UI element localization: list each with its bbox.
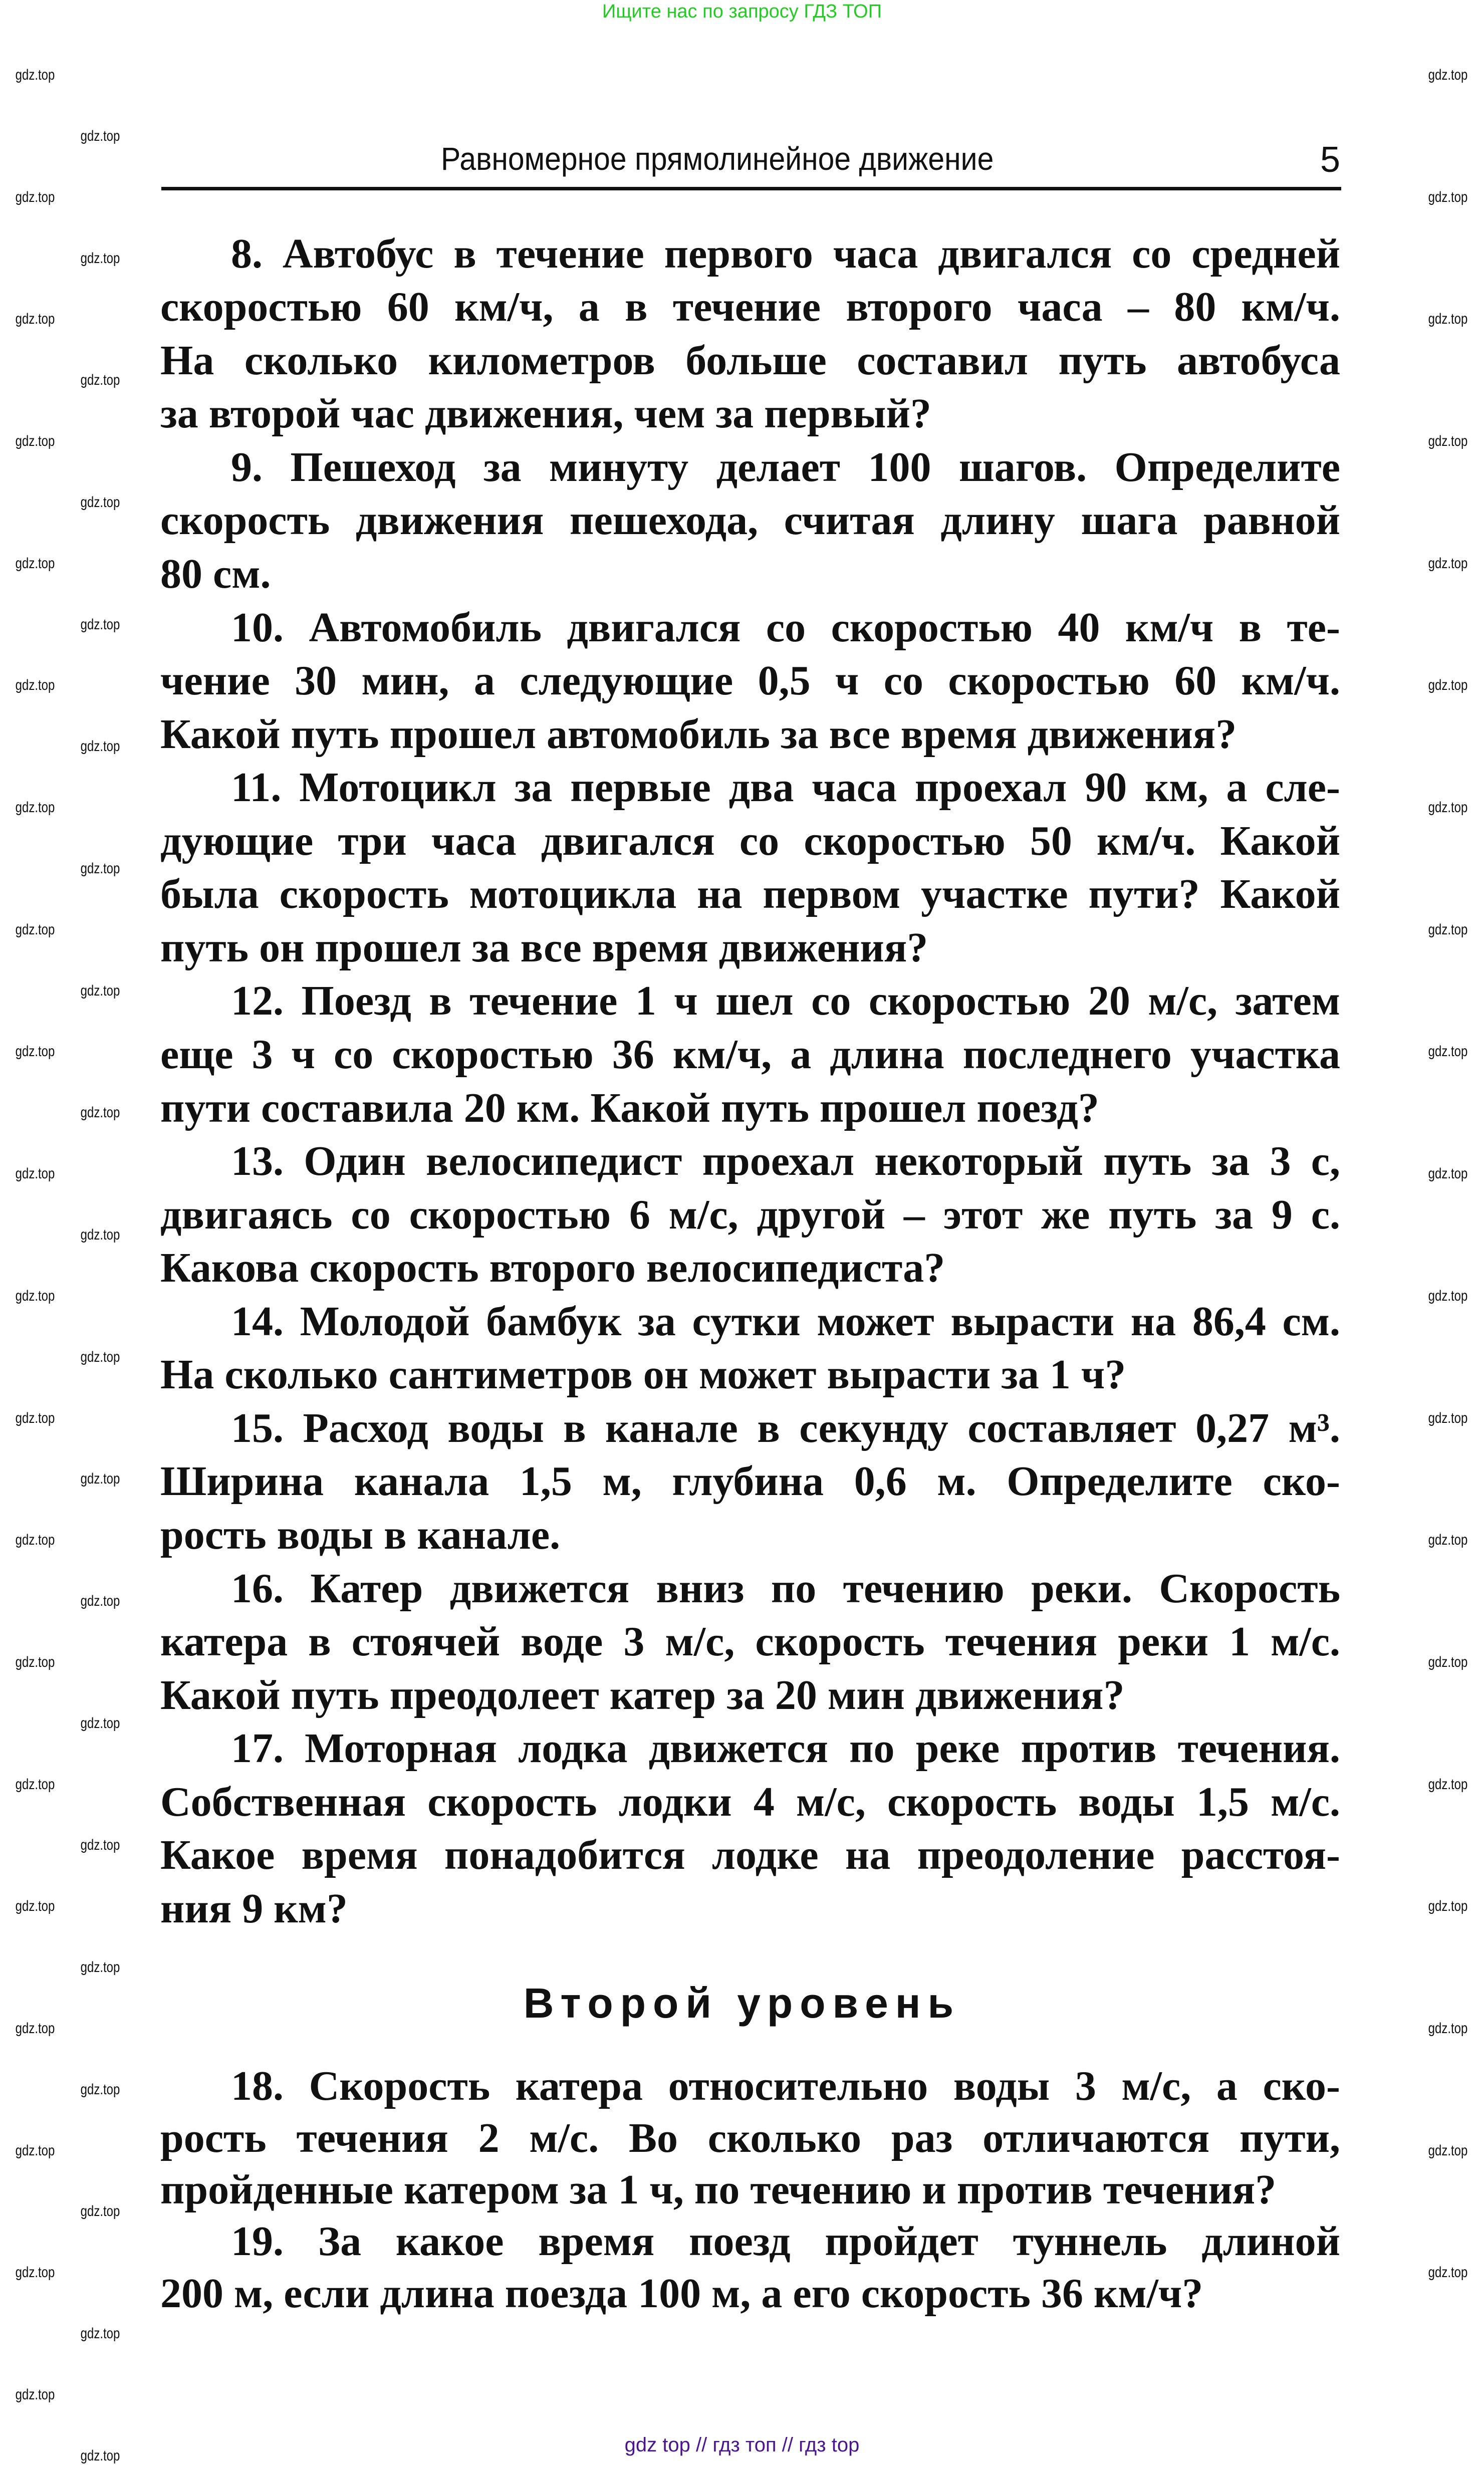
problem-text: 80 см.	[160, 551, 271, 597]
problem-line	[231, 761, 1340, 814]
problem-text: рость течения 2 м/с. Во сколько раз отличаются пути,	[160, 2115, 1340, 2161]
problem-line	[160, 494, 1340, 547]
watermark-text: gdz.top	[80, 494, 120, 511]
problem-number: 8.	[231, 230, 263, 277]
watermark-text: gdz.top	[1428, 311, 1468, 327]
problem-text: На сколько сантиметров он может вырасти за 1 ч?	[160, 1351, 1126, 1398]
watermark-text: gdz.top	[1428, 2264, 1468, 2281]
problem-text: Какой путь прошел автомобиль за все время движения?	[160, 711, 1237, 758]
problem-line	[160, 707, 1340, 761]
problem-line	[231, 1134, 1340, 1188]
watermark-text: gdz.top	[15, 1288, 55, 1304]
problem-text: Моторная лодка движется по реке против течения.	[305, 1725, 1340, 1772]
watermark-text: gdz.top	[1428, 67, 1468, 83]
watermark-text: gdz.top	[1428, 555, 1468, 572]
problem-text: путь он прошел за все время движения?	[160, 924, 928, 971]
problem-text: Молодой бамбук за сутки может вырасти на 86,4 см.	[300, 1298, 1340, 1345]
watermark-text: gdz.top	[15, 2264, 55, 2281]
problem-line	[231, 601, 1340, 654]
footer-links[interactable]: gdz top // гдз топ // гдз top	[624, 2434, 860, 2456]
watermark-text: gdz.top	[80, 738, 120, 755]
problem-text: катера в стоячей воде 3 м/с, скорость течения реки 1 м/с.	[160, 1618, 1340, 1665]
problem-line	[160, 2267, 1340, 2320]
problem-text: ния 9 км?	[160, 1885, 348, 1932]
problem-text: скорость движения пешехода, считая длину шага равной	[160, 497, 1340, 544]
watermark-text: gdz.top	[1428, 433, 1468, 449]
watermark-text: gdz.top	[1428, 1776, 1468, 1793]
problem-number: 10.	[231, 604, 284, 651]
watermark-text: gdz.top	[80, 616, 120, 633]
problem-text: Ширина канала 1,5 м, глубина 0,6 м. Определите ско-	[160, 1458, 1340, 1505]
problem-text: Какой путь преодолеет катер за 20 мин движения?	[160, 1672, 1125, 1718]
watermark-text: gdz.top	[15, 1532, 55, 1548]
problem-line	[231, 440, 1340, 494]
watermark-text: gdz.top	[80, 1837, 120, 1853]
search-hint-link[interactable]: Ищите нас по запросу ГДЗ ТОП	[602, 1, 882, 22]
watermark-text: gdz.top	[15, 67, 55, 83]
problem-line	[231, 974, 1340, 1028]
watermark-text: gdz.top	[15, 1410, 55, 1426]
problem-line	[160, 1188, 1340, 1242]
watermark-text: gdz.top	[15, 2386, 55, 2403]
watermark-text: gdz.top	[1428, 799, 1468, 816]
watermark-text: gdz.top	[15, 1776, 55, 1793]
watermark-text: gdz.top	[1428, 1288, 1468, 1304]
watermark-text: gdz.top	[1428, 1898, 1468, 1914]
problem-number: 9.	[231, 444, 263, 490]
watermark-text: gdz.top	[80, 1715, 120, 1732]
problem-number: 18.	[231, 2063, 284, 2109]
watermark-text: gdz.top	[1428, 677, 1468, 693]
watermark-text: gdz.top	[15, 311, 55, 327]
watermark-text: gdz.top	[15, 2020, 55, 2037]
problem-text: Какое время понадобится лодке на преодоление расстоя-	[160, 1832, 1340, 1878]
watermark-text: gdz.top	[15, 1165, 55, 1182]
page-number: 5	[1320, 140, 1341, 180]
problem-text: За какое время поезд пройдет туннель длиной	[318, 2218, 1341, 2265]
problem-line	[160, 2163, 1340, 2216]
problem-line	[160, 387, 1340, 440]
watermark-text: gdz.top	[1428, 1410, 1468, 1426]
problem-line	[160, 1508, 1340, 1562]
watermark-text: gdz.top	[80, 1226, 120, 1243]
watermark-text: gdz.top	[15, 1043, 55, 1060]
problem-line	[231, 1401, 1340, 1455]
watermark-text: gdz.top	[80, 2325, 120, 2342]
problem-text: еще 3 ч со скоростью 36 км/ч, а длина последнего участка	[160, 1031, 1340, 1078]
watermark-text: gdz.top	[80, 1959, 120, 1976]
problem-number: 15.	[231, 1405, 284, 1451]
watermark-text: gdz.top	[80, 1349, 120, 1365]
section-heading: Второй уровень	[523, 1980, 961, 2027]
watermark-text: gdz.top	[15, 433, 55, 449]
problem-text: рость воды в канале.	[160, 1512, 561, 1558]
problem-text: пути составила 20 км. Какой путь прошел поезд?	[160, 1085, 1099, 1131]
watermark-text: gdz.top	[1428, 1043, 1468, 1060]
problem-text: Поезд в течение 1 ч шел со скоростью 20 м/с, затем	[301, 977, 1340, 1024]
problem-line	[160, 334, 1340, 387]
problem-text: чение 30 мин, а следующие 0,5 ч со скоростью 60 км/ч.	[160, 657, 1340, 704]
problem-number: 14.	[231, 1298, 284, 1345]
watermark-text: gdz.top	[1428, 1532, 1468, 1548]
watermark-text: gdz.top	[15, 555, 55, 572]
problem-text: Скорость катера относительно воды 3 м/с, а ско-	[309, 2063, 1341, 2109]
watermark-text: gdz.top	[15, 1898, 55, 1914]
problem-text: 200 м, если длина поезда 100 м, а его скорость 36 км/ч?	[160, 2270, 1203, 2317]
problem-text: На сколько километров больше составил путь автобуса	[160, 337, 1340, 384]
problem-line	[160, 1828, 1340, 1882]
problem-text: Собственная скорость лодки 4 м/с, скорость воды 1,5 м/с.	[160, 1779, 1340, 1825]
problem-text: пройденные катером за 1 ч, по течению и против течения?	[160, 2166, 1277, 2213]
problem-number: 13.	[231, 1138, 284, 1184]
problem-line	[160, 1668, 1340, 1722]
problem-number: 11.	[231, 764, 282, 811]
problem-line	[231, 227, 1340, 281]
watermark-text: gdz.top	[1428, 1165, 1468, 1182]
problem-text: Автобус в течение первого часа двигался со средней	[282, 230, 1341, 277]
watermark-text: gdz.top	[80, 1470, 120, 1487]
problem-line	[160, 1454, 1340, 1508]
problem-line	[160, 1081, 1340, 1135]
problem-text: Автомобиль двигался со скоростью 40 км/ч в те-	[309, 604, 1340, 651]
watermark-text: gdz.top	[1428, 1654, 1468, 1670]
problem-number: 16.	[231, 1565, 284, 1612]
problem-text: Какова скорость второго велосипедиста?	[160, 1245, 945, 1291]
problem-line	[160, 814, 1340, 868]
problem-line	[160, 280, 1340, 334]
watermark-text: gdz.top	[80, 860, 120, 877]
problem-line	[231, 1562, 1340, 1615]
watermark-text: gdz.top	[15, 921, 55, 938]
watermark-text: gdz.top	[80, 250, 120, 267]
problem-text: Катер движется вниз по течению реки. Скорость	[310, 1565, 1340, 1612]
chapter-title: Равномерное прямолинейное движение	[441, 141, 994, 177]
problem-text: Один велосипедист проехал некоторый путь за 3 с,	[304, 1138, 1341, 1184]
problem-text: Мотоцикл за первые два часа проехал 90 км, а сле-	[299, 764, 1340, 811]
header-divider	[161, 187, 1341, 190]
problem-line	[231, 1721, 1340, 1775]
watermark-text: gdz.top	[80, 1593, 120, 1609]
problem-text: скоростью 60 км/ч, а в течение второго часа – 80 км/ч.	[160, 284, 1340, 330]
watermark-text: gdz.top	[15, 677, 55, 693]
problem-line	[231, 2214, 1340, 2268]
watermark-text: gdz.top	[15, 189, 55, 205]
problem-text: Пешеход за минуту делает 100 шагов. Определите	[290, 444, 1340, 490]
problem-line	[160, 547, 1340, 601]
watermark-text: gdz.top	[80, 2203, 120, 2220]
problem-line	[160, 1348, 1340, 1401]
problem-line	[160, 2111, 1340, 2165]
problem-line	[231, 1295, 1340, 1348]
watermark-text: gdz.top	[80, 372, 120, 388]
watermark-text: gdz.top	[15, 2142, 55, 2159]
watermark-text: gdz.top	[1428, 2142, 1468, 2159]
problem-number: 19.	[231, 2218, 284, 2265]
watermark-text: gdz.top	[80, 1104, 120, 1121]
problem-line	[160, 921, 1340, 974]
problem-line	[160, 1028, 1340, 1081]
watermark-text: gdz.top	[15, 1654, 55, 1670]
problem-number: 17.	[231, 1725, 284, 1772]
watermark-text: gdz.top	[80, 2447, 120, 2464]
problem-line	[160, 1882, 1340, 1935]
watermark-text: gdz.top	[80, 982, 120, 999]
watermark-text: gdz.top	[1428, 189, 1468, 205]
problem-text: Расход воды в канале в секунду составляет 0,27 м³.	[303, 1405, 1340, 1451]
watermark-text: gdz.top	[1428, 921, 1468, 938]
watermark-text: gdz.top	[80, 2081, 120, 2098]
problem-line	[160, 867, 1340, 921]
problem-line	[231, 2059, 1340, 2113]
problem-line	[160, 654, 1340, 707]
problem-text: двигаясь со скоростью 6 м/с, другой – этот же путь за 9 с.	[160, 1191, 1340, 1238]
watermark-text: gdz.top	[1428, 2020, 1468, 2037]
watermark-text: gdz.top	[80, 128, 120, 144]
problem-number: 12.	[231, 977, 284, 1024]
problem-line	[160, 1615, 1340, 1668]
problem-text: дующие три часа двигался со скоростью 50 км/ч. Какой	[160, 818, 1340, 864]
watermark-text: gdz.top	[15, 799, 55, 816]
problem-text: была скорость мотоцикла на первом участке пути? Какой	[160, 871, 1340, 917]
problem-line	[160, 1775, 1340, 1829]
problem-line	[160, 1241, 1340, 1295]
problem-text: за второй час движения, чем за первый?	[160, 390, 931, 437]
